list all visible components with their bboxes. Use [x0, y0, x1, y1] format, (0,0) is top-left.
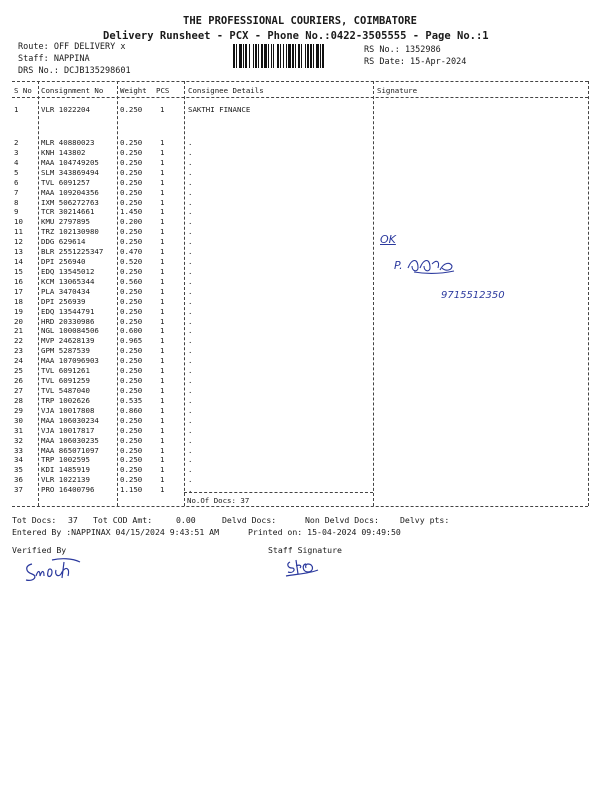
row-consignee: .: [188, 207, 193, 217]
row-consignee: .: [188, 376, 193, 386]
row-pcs: 1: [160, 405, 165, 415]
row-pcs: 1: [160, 336, 165, 346]
row-pcs: 1: [160, 386, 165, 395]
entered-by: Entered By :NAPPINAX 04/15/2024 9:43:51 AM: [12, 527, 220, 537]
row-consignment: NGL 100084506: [41, 326, 99, 336]
row-consignee: .: [188, 395, 193, 405]
row-sno: 33: [14, 445, 23, 455]
row-weight: 0.600: [120, 326, 143, 336]
row-consignment: MAA 865071097: [41, 445, 99, 455]
route-label: Route: OFF DELIVERY x: [18, 42, 126, 52]
company-title: THE PROFESSIONAL COURIERS, COIMBATORE: [183, 15, 417, 27]
row-consignee: .: [188, 455, 193, 465]
row-sno: 7: [14, 187, 19, 197]
handwritten-phone: 9715512350: [441, 290, 505, 301]
row-consignee: .: [188, 167, 193, 177]
row-weight: 0.250: [120, 445, 143, 455]
row-consignee: .: [188, 405, 193, 415]
tot-docs-value: 37: [68, 515, 78, 525]
row-weight: 0.250: [120, 376, 143, 386]
row-weight: 0.250: [120, 415, 143, 425]
row-consignee: .: [188, 296, 193, 306]
row-consignment: KCM 13065344: [41, 276, 95, 286]
col-header-consignee: Consignee Details: [188, 86, 264, 95]
row-consignee: .: [188, 415, 193, 425]
row-consignee: .: [188, 227, 193, 237]
row-weight: 0.250: [120, 435, 143, 445]
row-weight: 0.250: [120, 266, 143, 276]
row-sno: 32: [14, 435, 23, 445]
row-consignee: .: [188, 306, 193, 316]
staff-signature-mark: [284, 556, 324, 578]
row-weight: 0.250: [120, 306, 143, 316]
row-weight: 0.560: [120, 276, 143, 286]
row-consignee: .: [188, 138, 193, 147]
row-weight: 0.250: [120, 346, 143, 356]
row-consignment: EDQ 13544791: [41, 306, 95, 316]
row-consignment: GPM 5287539: [41, 346, 90, 356]
row-sno: 8: [14, 197, 19, 207]
row-consignee: .: [188, 346, 193, 356]
column-divider: [373, 81, 374, 506]
row-pcs: 1: [160, 286, 165, 296]
row-pcs: 1: [160, 485, 165, 495]
row-weight: 0.860: [120, 405, 143, 415]
row-consignment: EDQ 13545012: [41, 266, 95, 276]
row-consignment: IXM 506272763: [41, 197, 99, 207]
row-consignment: TVL 6091259: [41, 376, 90, 386]
row-weight: 0.250: [120, 105, 143, 114]
row-consignment: KNH 143802: [41, 147, 86, 157]
row-sno: 18: [14, 296, 23, 306]
row-weight: 0.965: [120, 336, 143, 346]
row-consignment: SLM 343869494: [41, 167, 99, 177]
row-consignee: .: [188, 465, 193, 475]
row-pcs: 1: [160, 187, 165, 197]
row-pcs: 1: [160, 147, 165, 157]
row-weight: 0.250: [120, 296, 143, 306]
row-weight: 0.250: [120, 455, 143, 465]
row-weight: 0.250: [120, 366, 143, 376]
row-pcs: 1: [160, 356, 165, 366]
row-consignment: HRD 20330986: [41, 316, 95, 326]
row-consignee: .: [188, 237, 193, 247]
row-consignment: PLA 3470434: [41, 286, 90, 296]
verified-by-label: Verified By: [12, 545, 67, 555]
row-pcs: 1: [160, 316, 165, 326]
row-weight: 0.250: [120, 177, 143, 187]
row-pcs: 1: [160, 415, 165, 425]
row-weight: 1.150: [120, 485, 143, 495]
row-weight: 0.250: [120, 147, 143, 157]
row-sno: 24: [14, 356, 23, 366]
rs-number: RS No.: 1352986: [364, 45, 441, 55]
table-top-rule: [12, 81, 588, 82]
row-sno: 22: [14, 336, 23, 346]
row-pcs: 1: [160, 157, 165, 167]
row-consignment: MAA 107096903: [41, 356, 99, 366]
row-consignee: SAKTHI FINANCE: [188, 105, 251, 114]
row-consignment: TVL 6091257: [41, 177, 90, 187]
row-pcs: 1: [160, 227, 165, 237]
row-pcs: 1: [160, 346, 165, 356]
row-pcs: 1: [160, 257, 165, 267]
row-weight: 0.250: [120, 475, 143, 485]
row-consignment: KMU 2797895: [41, 217, 90, 227]
row-consignee: .: [188, 187, 193, 197]
row-sno: 35: [14, 465, 23, 475]
column-divider: [184, 81, 185, 506]
row-sno: 6: [14, 177, 19, 187]
row-consignment: VLR 1022139: [41, 475, 90, 485]
row-sno: 36: [14, 475, 23, 485]
row-consignee: .: [188, 266, 193, 276]
row-weight: 0.200: [120, 217, 143, 227]
rs-date: RS Date: 15-Apr-2024: [364, 57, 467, 67]
row-pcs: 1: [160, 296, 165, 306]
verified-signature: [22, 556, 84, 586]
row-sno: 16: [14, 276, 23, 286]
non-delvd-docs-label: Non Delvd Docs:: [305, 515, 379, 525]
row-consignment: BLR 2551225347: [41, 247, 104, 257]
row-consignee: .: [188, 435, 193, 445]
row-sno: 37: [14, 485, 23, 495]
row-sno: 9: [14, 207, 19, 217]
row-consignee: .: [188, 336, 193, 346]
row-sno: 30: [14, 415, 23, 425]
row-pcs: 1: [160, 455, 165, 465]
docs-rule: [184, 492, 373, 493]
row-weight: 0.250: [120, 138, 143, 147]
row-pcs: 1: [160, 138, 165, 147]
handwritten-ok: OK: [380, 233, 396, 246]
row-consignee: .: [188, 366, 193, 376]
row-pcs: 1: [160, 276, 165, 286]
row-sno: 2: [14, 138, 19, 147]
row-consignment: TRZ 102130980: [41, 227, 99, 237]
row-sno: 13: [14, 247, 23, 257]
row-consignment: TVL 5487040: [41, 386, 90, 395]
row-pcs: 1: [160, 465, 165, 475]
row-consignee: .: [188, 475, 193, 485]
row-pcs: 1: [160, 425, 165, 435]
row-consignee: .: [188, 286, 193, 296]
row-consignment: MAA 106030234: [41, 415, 99, 425]
delvy-pts-label: Delvy pts:: [400, 515, 450, 525]
row-pcs: 1: [160, 435, 165, 445]
handwritten-initial: P.: [394, 259, 403, 272]
row-weight: 0.250: [120, 197, 143, 207]
row-weight: 0.250: [120, 425, 143, 435]
row-consignee: .: [188, 197, 193, 207]
row-sno: 5: [14, 167, 19, 177]
row-pcs: 1: [160, 326, 165, 336]
no-of-docs: No.Of Docs: 37: [187, 496, 250, 505]
col-header-sno: S No: [14, 86, 32, 95]
drs-number: DRS No.: DCJB135298601: [18, 66, 131, 76]
row-consignment: VJA 10017808: [41, 405, 95, 415]
row-consignee: .: [188, 445, 193, 455]
row-consignee: .: [188, 257, 193, 267]
tot-docs-label: Tot Docs:: [12, 515, 57, 525]
runsheet-title: Delivery Runsheet - PCX - Phone No.:0422-3505555 - Page No.:1: [103, 30, 489, 42]
row-sno: 12: [14, 237, 23, 247]
barcode-image: [233, 44, 357, 68]
row-sno: 3: [14, 147, 19, 157]
row-pcs: 1: [160, 247, 165, 257]
row-weight: 0.535: [120, 395, 143, 405]
row-weight: 1.450: [120, 207, 143, 217]
tot-cod-value: 0.00: [176, 515, 196, 525]
col-header-pcs: PCS: [156, 86, 170, 95]
staff-signature-label: Staff Signature: [268, 545, 342, 555]
row-consignment: MAA 104749205: [41, 157, 99, 167]
row-sno: 23: [14, 346, 23, 356]
row-consignment: TRP 1002626: [41, 395, 90, 405]
row-pcs: 1: [160, 376, 165, 386]
tot-cod-label: Tot COD Amt:: [93, 515, 153, 525]
printed-on: Printed on: 15-04-2024 09:49:50: [248, 527, 401, 537]
column-divider: [588, 81, 589, 506]
row-weight: 0.250: [120, 356, 143, 366]
row-pcs: 1: [160, 197, 165, 207]
row-consignee: .: [188, 247, 193, 257]
row-consignment: PRO 16400796: [41, 485, 95, 495]
row-pcs: 1: [160, 475, 165, 485]
row-consignment: TCR 30214661: [41, 207, 95, 217]
row-consignment: DPI 256940: [41, 257, 86, 267]
row-sno: 14: [14, 257, 23, 267]
row-consignee: .: [188, 485, 193, 495]
row-pcs: 1: [160, 167, 165, 177]
row-consignment: DPI 256939: [41, 296, 86, 306]
row-sno: 1: [14, 105, 19, 114]
row-pcs: 1: [160, 395, 165, 405]
row-consignee: .: [188, 316, 193, 326]
row-weight: 0.250: [120, 386, 143, 395]
row-weight: 0.520: [120, 257, 143, 267]
row-sno: 4: [14, 157, 19, 167]
row-weight: 0.250: [120, 167, 143, 177]
row-consignment: VLR 1022204: [41, 105, 90, 114]
row-sno: 28: [14, 395, 23, 405]
col-header-weight: Weight: [120, 86, 147, 95]
row-pcs: 1: [160, 217, 165, 227]
row-sno: 15: [14, 266, 23, 276]
row-weight: 0.250: [120, 227, 143, 237]
row-sno: 20: [14, 316, 23, 326]
row-pcs: 1: [160, 237, 165, 247]
row-consignment: MAA 109204356: [41, 187, 99, 197]
row-consignment: TVL 6091261: [41, 366, 90, 376]
row-sno: 17: [14, 286, 23, 296]
row-weight: 0.250: [120, 316, 143, 326]
row-consignee: .: [188, 425, 193, 435]
table-bottom-rule: [12, 506, 588, 507]
row-pcs: 1: [160, 105, 165, 114]
row-pcs: 1: [160, 266, 165, 276]
row-consignee: .: [188, 326, 193, 336]
row-weight: 0.250: [120, 187, 143, 197]
row-consignee: .: [188, 217, 193, 227]
row-sno: 31: [14, 425, 23, 435]
row-consignee: .: [188, 157, 193, 167]
row-consignment: MAA 106030235: [41, 435, 99, 445]
delvd-docs-label: Delvd Docs:: [222, 515, 277, 525]
row-weight: 0.250: [120, 286, 143, 296]
row-weight: 0.250: [120, 465, 143, 475]
row-pcs: 1: [160, 306, 165, 316]
row-consignment: DDG 629614: [41, 237, 86, 247]
row-sno: 29: [14, 405, 23, 415]
row-sno: 25: [14, 366, 23, 376]
handwritten-signature: [406, 254, 458, 276]
row-sno: 11: [14, 227, 23, 237]
column-divider: [117, 81, 118, 506]
row-weight: 0.250: [120, 157, 143, 167]
col-header-consignment: Consignment No: [41, 86, 104, 95]
row-sno: 21: [14, 326, 23, 336]
row-consignee: .: [188, 177, 193, 187]
table-header-rule: [12, 97, 588, 98]
row-sno: 26: [14, 376, 23, 386]
row-sno: 34: [14, 455, 23, 465]
row-sno: 19: [14, 306, 23, 316]
row-consignment: MVP 24628139: [41, 336, 95, 346]
row-weight: 0.470: [120, 247, 143, 257]
row-consignment: VJA 10017817: [41, 425, 95, 435]
row-sno: 10: [14, 217, 23, 227]
row-consignee: .: [188, 147, 193, 157]
row-consignee: .: [188, 276, 193, 286]
column-divider: [38, 81, 39, 506]
row-consignment: TRP 1002595: [41, 455, 90, 465]
row-consignee: .: [188, 386, 193, 395]
row-consignment: MLR 40880023: [41, 138, 95, 147]
staff-label: Staff: NAPPINA: [18, 54, 90, 64]
row-consignee: .: [188, 356, 193, 366]
row-weight: 0.250: [120, 237, 143, 247]
col-header-signature: Signature: [377, 86, 418, 95]
row-pcs: 1: [160, 445, 165, 455]
row-pcs: 1: [160, 177, 165, 187]
row-pcs: 1: [160, 207, 165, 217]
row-consignment: KDI 1485919: [41, 465, 90, 475]
row-pcs: 1: [160, 366, 165, 376]
row-sno: 27: [14, 386, 23, 395]
